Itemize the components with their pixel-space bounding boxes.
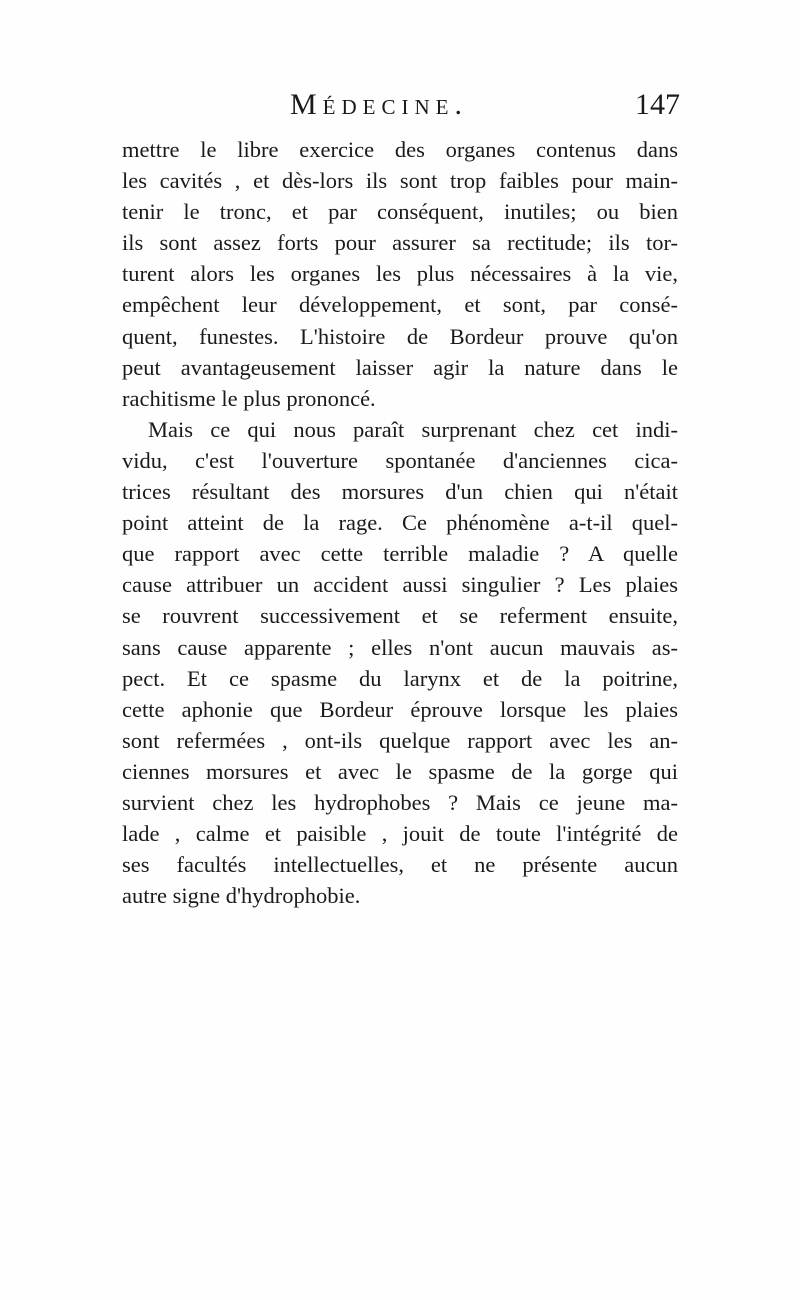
text-line: les cavités , et dès-lors ils sont trop faibles pour main- — [122, 168, 678, 194]
text-line: que rapport avec cette terrible maladie ? A quelle — [122, 541, 678, 567]
text-line: turent alors les organes les plus nécessaires à la vie, — [122, 261, 678, 287]
text-line: cause attribuer un accident aussi singulier ? Les plaies — [122, 572, 678, 598]
text-line: sans cause apparente ; elles n'ont aucun mauvais as- — [122, 634, 678, 660]
page-number: 147 — [635, 88, 680, 121]
text-line: se rouvrent successivement et se referment ensuite, — [122, 603, 678, 629]
text-line: quent, funestes. L'histoire de Bordeur prouve qu'on — [122, 323, 678, 349]
text-line: point atteint de la rage. Ce phénomène a-t-il quel- — [122, 510, 678, 536]
text-line: peut avantageusement laisser agir la nature dans le — [122, 354, 678, 380]
text-line: survient chez les hydrophobes ? Mais ce jeune ma- — [122, 789, 678, 815]
text-line: lade , calme et paisible , jouit de toute l'intégrité de — [122, 821, 678, 847]
text-line: empêchent leur développement, et sont, par consé- — [122, 292, 678, 318]
text-line: vidu, c'est l'ouverture spontanée d'anciennes cica- — [122, 447, 678, 473]
text-line: autre signe d'hydrophobie. — [122, 883, 361, 909]
text-line: Mais ce qui nous paraît surprenant chez cet indi- — [148, 416, 678, 442]
text-line: pect. Et ce spasme du larynx et de la poitrine, — [122, 665, 678, 691]
text-line: cette aphonie que Bordeur éprouve lorsque les plaies — [122, 696, 678, 722]
body-text — [122, 134, 678, 911]
text-line: ils sont assez forts pour assurer sa rectitude; ils tor- — [122, 230, 678, 256]
text-line: ciennes morsures et avec le spasme de la gorge qui — [122, 758, 678, 784]
text-line: tenir le tronc, et par conséquent, inutiles; ou bien — [122, 199, 678, 225]
section-title: Médecine. — [290, 88, 468, 121]
running-head — [120, 88, 680, 128]
text-line: ses facultés intellectuelles, et ne présente aucun — [122, 852, 678, 878]
text-line: rachitisme le plus prononcé. — [122, 385, 376, 411]
text-line: trices résultant des morsures d'un chien qui n'était — [122, 479, 678, 505]
text-line: sont refermées , ont-ils quelque rapport avec les an- — [122, 727, 678, 753]
text-line: mettre le libre exercice des organes contenus dans — [122, 137, 678, 162]
